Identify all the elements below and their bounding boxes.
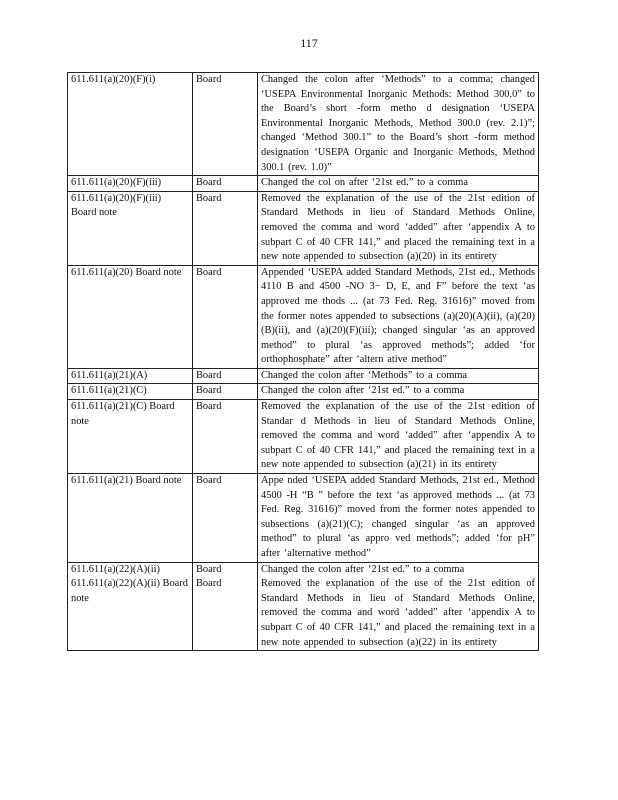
table-row <box>68 265 539 368</box>
change-description-cell: Changed the col on after ‘21st ed.” to a comma <box>258 176 539 192</box>
changed-by-cell: Board <box>193 384 258 400</box>
section-cell: 611.611(a)(21)(C) Board note <box>68 400 193 474</box>
section-cell: 611.611(a)(21)(C) <box>68 384 193 400</box>
page-number: 117 <box>300 36 318 50</box>
changed-by-cell: Board <box>193 368 258 384</box>
section-cell <box>68 562 193 651</box>
changed-by-label: Board <box>196 563 222 575</box>
changed-by-cell: Board <box>193 191 258 265</box>
section-cell: 611.611(a)(20)(F)(iii) <box>68 176 193 192</box>
changed-by-cell: Board <box>193 474 258 563</box>
section-cell: 611.611(a)(20) Board note <box>68 265 193 368</box>
change-description-cell: Changed the colon after ‘Methods” to a comma; changed ‘USEPA Environmental Inorganic Methods: Method 300.0” to the Board’s short -form metho d designation ‘USEPA Environmental Inorganic Methods, Method 300.0 (rev. 2.1)”; changed ‘Method 300.1” to the Board’s short -form method designation ‘USEPA Organic and Inorganic Methods, Method 300.1 (rev. 1.0)” <box>258 73 539 176</box>
change-description-cell: Changed the colon after ‘21st ed.” to a comma <box>258 384 539 400</box>
change-description-cell: Appended ‘USEPA added Standard Methods, 21st ed., Methods 4110 B and 4500 -NO 3− D, E, and F” before the text ‘as approved me thods ... (at 73 Fed. Reg. 31616)” moved from the former notes appended to subsections (a)(20)(A)(ii), (a)(20)(B)(ii), and (a)(20)(F)(iii); changed singular ‘as an approved method” to plural ‘as approved methods”; added ‘for orthophosphate” after ‘altern ative method” <box>258 265 539 368</box>
changes-table <box>67 72 539 651</box>
changed-by-cell: Board <box>193 176 258 192</box>
changed-by-cell <box>193 562 258 651</box>
change-description: Removed the explanation of the use of the 21st edition of Standard Methods in lieu of Standard Methods Online, removed the comma and word ‘added” after ‘appendix A to subpart C of 40 CFR 141,” and placed the remaining text in a new note appended to subsection (a)(22) in its entirety <box>261 578 535 648</box>
changed-by-cell: Board <box>193 265 258 368</box>
change-description-cell: Changed the colon after ‘Methods” to a comma <box>258 368 539 384</box>
changed-by-cell: Board <box>193 400 258 474</box>
section-cell: 611.611(a)(21)(A) <box>68 368 193 384</box>
table-row <box>68 562 539 651</box>
changed-by-cell: Board <box>193 73 258 176</box>
change-description: Changed the colon after ‘21st ed.” to a comma <box>261 563 465 575</box>
change-description-cell: Appe nded ‘USEPA added Standard Methods, 21st ed., Method 4500 -H “B ” before the text ‘as approved methods ... (at 73 Fed. Reg. 31616)” moved from the former notes appended to subsections (a)(21)(C); changed singular ‘as an approved method” to plural ‘as appro ved methods”; added ‘for pH” after ‘alternative method” <box>258 474 539 563</box>
section-label: 611.611(a)(22)(A)(ii) Board note <box>71 578 188 604</box>
change-description-cell: Removed the explanation of the use of the 21st edition of Standard Methods in lieu of Standard Methods Online, removed the comma and word ‘added” after ‘appendix A to subpart C of 40 CFR 141,” and placed the remaining text in a new note appended to subsection (a)(20) in its entirety <box>258 191 539 265</box>
section-cell: 611.611(a)(20)(F)(i) <box>68 73 193 176</box>
table-row <box>68 400 539 474</box>
change-description-cell <box>258 562 539 651</box>
change-description-cell: Removed the explanation of the use of the 21st edition of Standar d Methods in lieu of Standard Methods Online, removed the comma and word ‘added” after ‘appendix A to subpart C of 40 CFR 141,” and placed the remaining text in a new note appended to subsection (a)(21) in its entirety <box>258 400 539 474</box>
section-cell: 611.611(a)(21) Board note <box>68 474 193 563</box>
table-row <box>68 368 539 384</box>
table-row <box>68 474 539 563</box>
section-label: 611.611(a)(22)(A)(ii) <box>71 563 160 575</box>
table-row <box>68 191 539 265</box>
table-row <box>68 73 539 176</box>
table-row <box>68 384 539 400</box>
changed-by-label: Board <box>196 578 222 590</box>
section-cell: 611.611(a)(20)(F)(iii) Board note <box>68 191 193 265</box>
table-row <box>68 176 539 192</box>
